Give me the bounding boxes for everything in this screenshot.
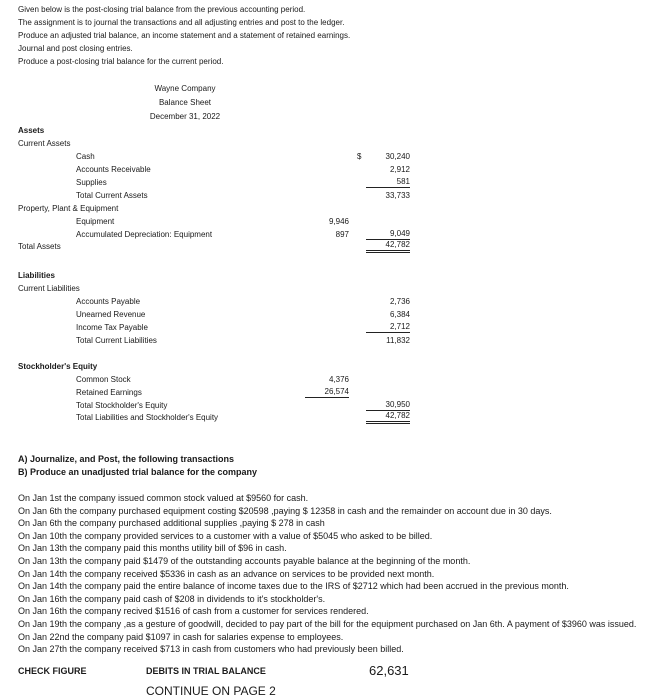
ar-value: 2,912 (389, 165, 410, 174)
net-ppe-value: 9,049 (366, 229, 410, 240)
company-name: Wayne Company (154, 84, 216, 93)
transaction-item: On Jan 10th the company provided services to a customer with a value of $5045 who asked to be billed. (18, 530, 433, 541)
ar-label: Accounts Receivable (76, 165, 151, 174)
transaction-item: On Jan 1st the company issued common stock valued at $9560 for cash. (18, 493, 309, 503)
transaction-item: On Jan 6th the company purchased equipment costing $20598 ,paying $ 12358 in cash and the remainder on account due in 30 days. (18, 505, 552, 516)
transaction-item: On Jan 14th the company paid the entire balance of income taxes due to the IRS of $2712 which had been accrued in the previous month. (18, 581, 569, 592)
tcl-value: 11,832 (386, 336, 410, 345)
accum-dep-value: 897 (335, 230, 349, 239)
re-value: 26,574 (305, 387, 349, 398)
assets-heading: Assets (18, 126, 45, 135)
statement-title: Balance Sheet (158, 98, 212, 107)
tse-label: Total Stockholder's Equity (76, 401, 168, 410)
common-stock-value: 4,376 (328, 375, 349, 384)
cash-label: Cash (76, 152, 95, 161)
liabilities-heading: Liabilities (18, 271, 55, 280)
re-label: Retained Earnings (76, 388, 142, 397)
dollar-sign: $ (357, 152, 362, 161)
tcl-label: Total Current Liabilities (76, 336, 157, 345)
equipment-value: 9,946 (328, 217, 349, 226)
tca-label: Total Current Assets (76, 191, 148, 200)
statement-date: December 31, 2022 (149, 112, 221, 121)
transaction-item: On Jan 19th the company ,as a gesture of goodwill, decided to pay part of the bill for the equipment purchased on Jan 6th. A payment of $3960 was issued. (18, 619, 637, 629)
accum-dep-label: Accumulated Depreciation: Equipment (76, 230, 213, 239)
continue-note: CONTINUE ON PAGE 2 (146, 684, 276, 698)
instruction-a: A) Journalize, and Post, the following transactions (18, 454, 235, 464)
intro-line: Journal and post closing entries. (18, 44, 133, 53)
ap-label: Accounts Payable (76, 297, 141, 306)
tlse-value: 42,782 (366, 411, 410, 424)
tca-value: 33,733 (385, 191, 410, 200)
supplies-value: 581 (366, 177, 410, 188)
transaction-item: On Jan 16th the company paid cash of $208 in dividends to it's stockholder's. (18, 593, 326, 604)
transaction-item: On Jan 14th the company received $5336 in cash as an advance on services to be provided next month. (18, 568, 435, 579)
transaction-item: On Jan 22nd the company paid $1097 in cash for salaries expense to employees. (18, 631, 344, 642)
cash-value: 30,240 (385, 152, 410, 161)
current-assets-heading: Current Assets (18, 139, 71, 148)
intro-line: Produce a post-closing trial balance for the current period. (18, 57, 224, 66)
itp-value: 2,712 (366, 322, 410, 333)
ppe-heading: Property, Plant & Equipment (18, 204, 119, 213)
intro-line: The assignment is to journal the transactions and all adjusting entries and post to the ledger. (18, 18, 345, 27)
check-figure-label: CHECK FIGURE (18, 666, 87, 676)
unearned-label: Unearned Revenue (76, 310, 146, 319)
transaction-item: On Jan 16th the company recived $1516 of cash from a customer for services rendered. (18, 606, 369, 617)
tse-value: 30,950 (366, 400, 410, 411)
transaction-item: On Jan 6th the company purchased additional supplies ,paying $ 278 in cash (18, 518, 325, 529)
transaction-item: On Jan 13th the company paid this months utility bill of $96 in cash. (18, 543, 287, 554)
check-figure-desc: DEBITS IN TRIAL BALANCE (146, 666, 266, 676)
total-assets-value: 42,782 (366, 240, 410, 253)
common-stock-label: Common Stock (76, 375, 131, 384)
ap-value: 2,736 (389, 297, 410, 306)
current-liabilities-heading: Current Liabilities (18, 284, 80, 293)
instruction-b: B) Produce an unadjusted trial balance for the company (18, 467, 258, 477)
check-figure-value: 62,631 (369, 663, 409, 678)
total-assets-label: Total Assets (18, 242, 61, 251)
supplies-label: Supplies (76, 178, 107, 187)
intro-line: Given below is the post-closing trial balance from the previous accounting period. (18, 5, 306, 14)
tlse-label: Total Liabilities and Stockholder's Equity (76, 413, 219, 422)
transaction-item: On Jan 13th the company paid $1479 of the outstanding accounts payable balance at the beginning of the month. (18, 556, 471, 566)
unearned-value: 6,384 (389, 310, 410, 319)
itp-label: Income Tax Payable (76, 323, 148, 332)
intro-line: Produce an adjusted trial balance, an income statement and a statement of retained earnings. (18, 31, 351, 40)
equipment-label: Equipment (76, 217, 115, 226)
equity-heading: Stockholder's Equity (18, 362, 98, 371)
transaction-item: On Jan 27th the company received $713 in cash from customers who had previously been billed. (18, 644, 404, 655)
